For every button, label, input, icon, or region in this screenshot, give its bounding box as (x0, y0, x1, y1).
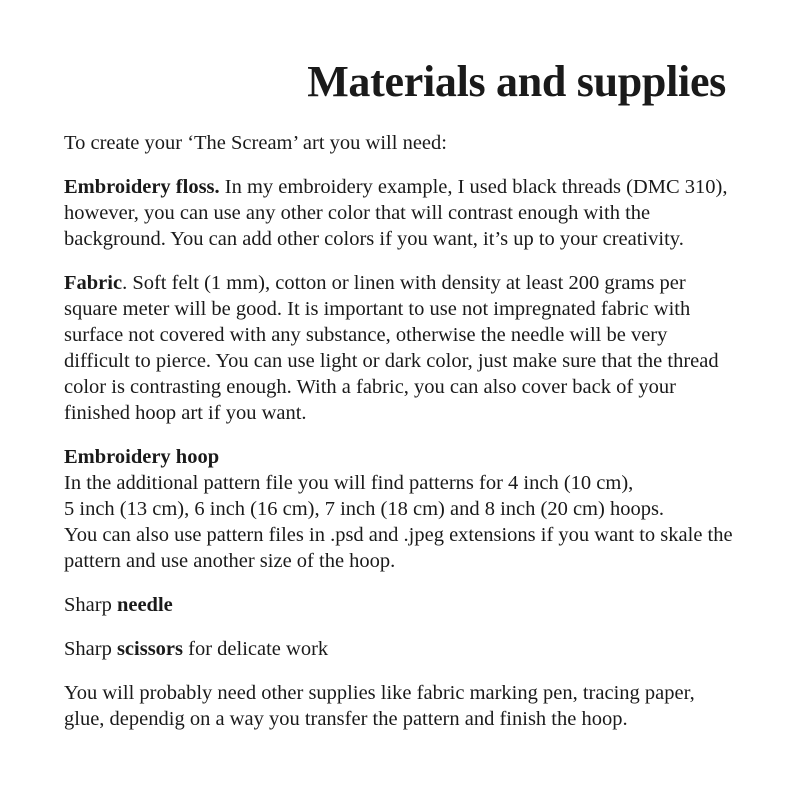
needle-prefix: Sharp (64, 594, 117, 616)
scissors-prefix: Sharp (64, 638, 117, 660)
intro-paragraph: To create your ‘The Scream’ art you will need: (64, 132, 447, 154)
floss-paragraph (64, 174, 734, 252)
needle-label: needle (116, 594, 173, 616)
needle-item (64, 592, 734, 618)
hoop-line-1: In the additional pattern file you will find patterns for 4 inch (10 cm), (64, 472, 634, 494)
hoop-paragraph (64, 444, 734, 574)
scissors-label: scissors (116, 638, 184, 660)
other-supplies-paragraph: You will probably need other supplies like fabric marking pen, tracing paper, glue, dependig on a way you transfer the pattern and finish the hoop. (64, 682, 695, 730)
fabric-heading: Fabric (64, 272, 123, 294)
hoop-line-3: You can also use pattern files in .psd and .jpeg extensions if you want to skale the pattern and use another size of the hoop. (64, 524, 733, 572)
fabric-paragraph (64, 270, 734, 426)
hoop-line-2: 5 inch (13 cm), 6 inch (16 cm), 7 inch (18 cm) and 8 inch (20 cm) hoops. (64, 498, 665, 520)
page-title: Materials and supplies (307, 57, 726, 106)
scissors-suffix: for delicate work (183, 638, 329, 660)
floss-heading: Embroidery floss. (64, 176, 220, 198)
fabric-text: . Soft felt (1 mm), cotton or linen with density at least 200 grams per square meter will be good. It is important to use not impregnated fabric with surface not covered with any substance, otherwise the needle will be very difficult to pierce. You can use light or dark color, just make sure that the thread color is contrasting enough. With a fabric, you can also cover back of your finished hoop art if you want. (64, 272, 719, 424)
materials-list (64, 130, 734, 750)
floss-text: In my embroidery example, I used black threads (DMC 310), however, you can use any other color that will contrast enough with the background. You can add other colors if you want, it’s up to your creativity. (64, 176, 728, 250)
hoop-heading: Embroidery hoop (64, 446, 220, 468)
scissors-item (64, 636, 734, 662)
